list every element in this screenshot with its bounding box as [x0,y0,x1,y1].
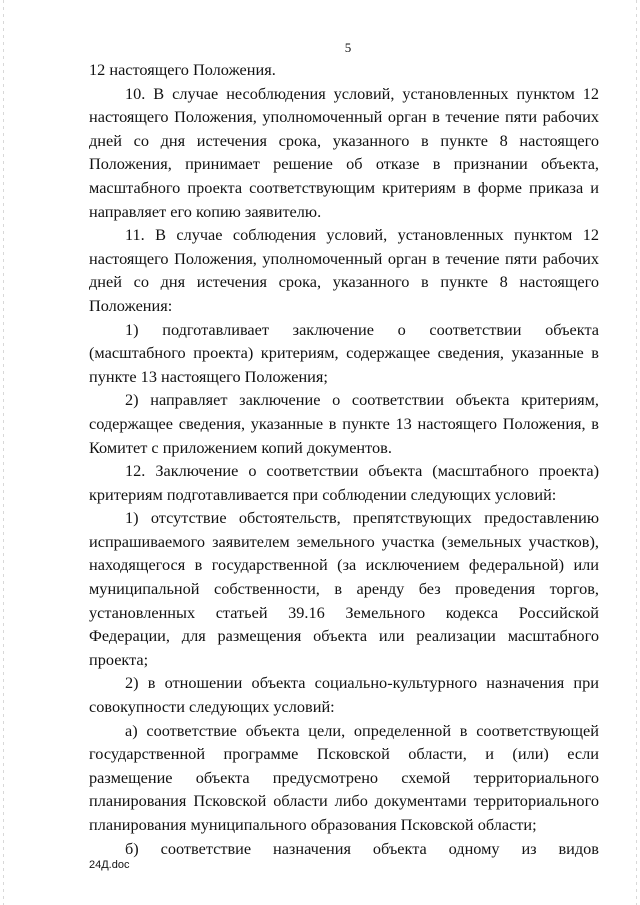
paragraph: 1) подготавливает заключение о соответствии объекта (масштабного проекта) критериям, содержащее сведения, указанные в пункте 13 настоящего Положения; [89,319,599,386]
scan-edge-right [636,0,637,905]
page-number: 5 [344,40,352,55]
paragraph: а) соответствие объекта цели, определенной в соответствующей государственной программе Псковской области, и (или) если размещение объекта предусмотрено схемой территориального планирования Псковской области либо документами территориального планирования муниципального образования Псковской области; [89,720,599,834]
paragraph: 1) отсутствие обстоятельств, препятствующих предоставлению испрашиваемого заявителем земельного участка (земельных участков), находящегося в государственной (за исключением федеральной) или муниципальной собственности, в аренду без проведения торгов, установленных статьей 39.16 Земельного кодекса Российской Федерации, для размещения объекта или реализации масштабного проекта; [89,508,599,669]
paragraph: б) соответствие назначения объекта одному из видов [125,838,599,858]
document-body [89,58,599,860]
paragraph: 11. В случае соблюдения условий, установленных пунктом 12 настоящего Положения, уполномоченный орган в течение пяти рабочих дней со дня истечения срока, указанного в пункте 8 настоящего Положения: [89,225,599,315]
scan-edge-left [3,0,4,905]
paragraph: 12. Заключение о соответствии объекта (масштабного проекта) критериям подготавливается при соблюдении следующих условий: [89,461,599,504]
paragraph: 10. В случае несоблюдения условий, установленных пунктом 12 настоящего Положения, уполномоченный орган в течение пяти рабочих дней со дня истечения срока, указанного в пункте 8 настоящего Положения, принимает решение об отказе в признании объекта, масштабного проекта соответствующим критериям в форме приказа и направляет его копию заявителю. [89,83,599,221]
file-name-footer: 24Д.doc [89,859,130,871]
paragraph: 2) в отношении объекта социально-культурного назначения при совокупности следующих условий: [89,673,599,717]
paragraph: 2) направляет заключение о соответствии объекта критериям, содержащее сведения, указанные в пункте 13 настоящего Положения, в Комитет с приложением копий документов. [89,390,599,457]
paragraph: 12 настоящего Положения. [89,60,276,79]
